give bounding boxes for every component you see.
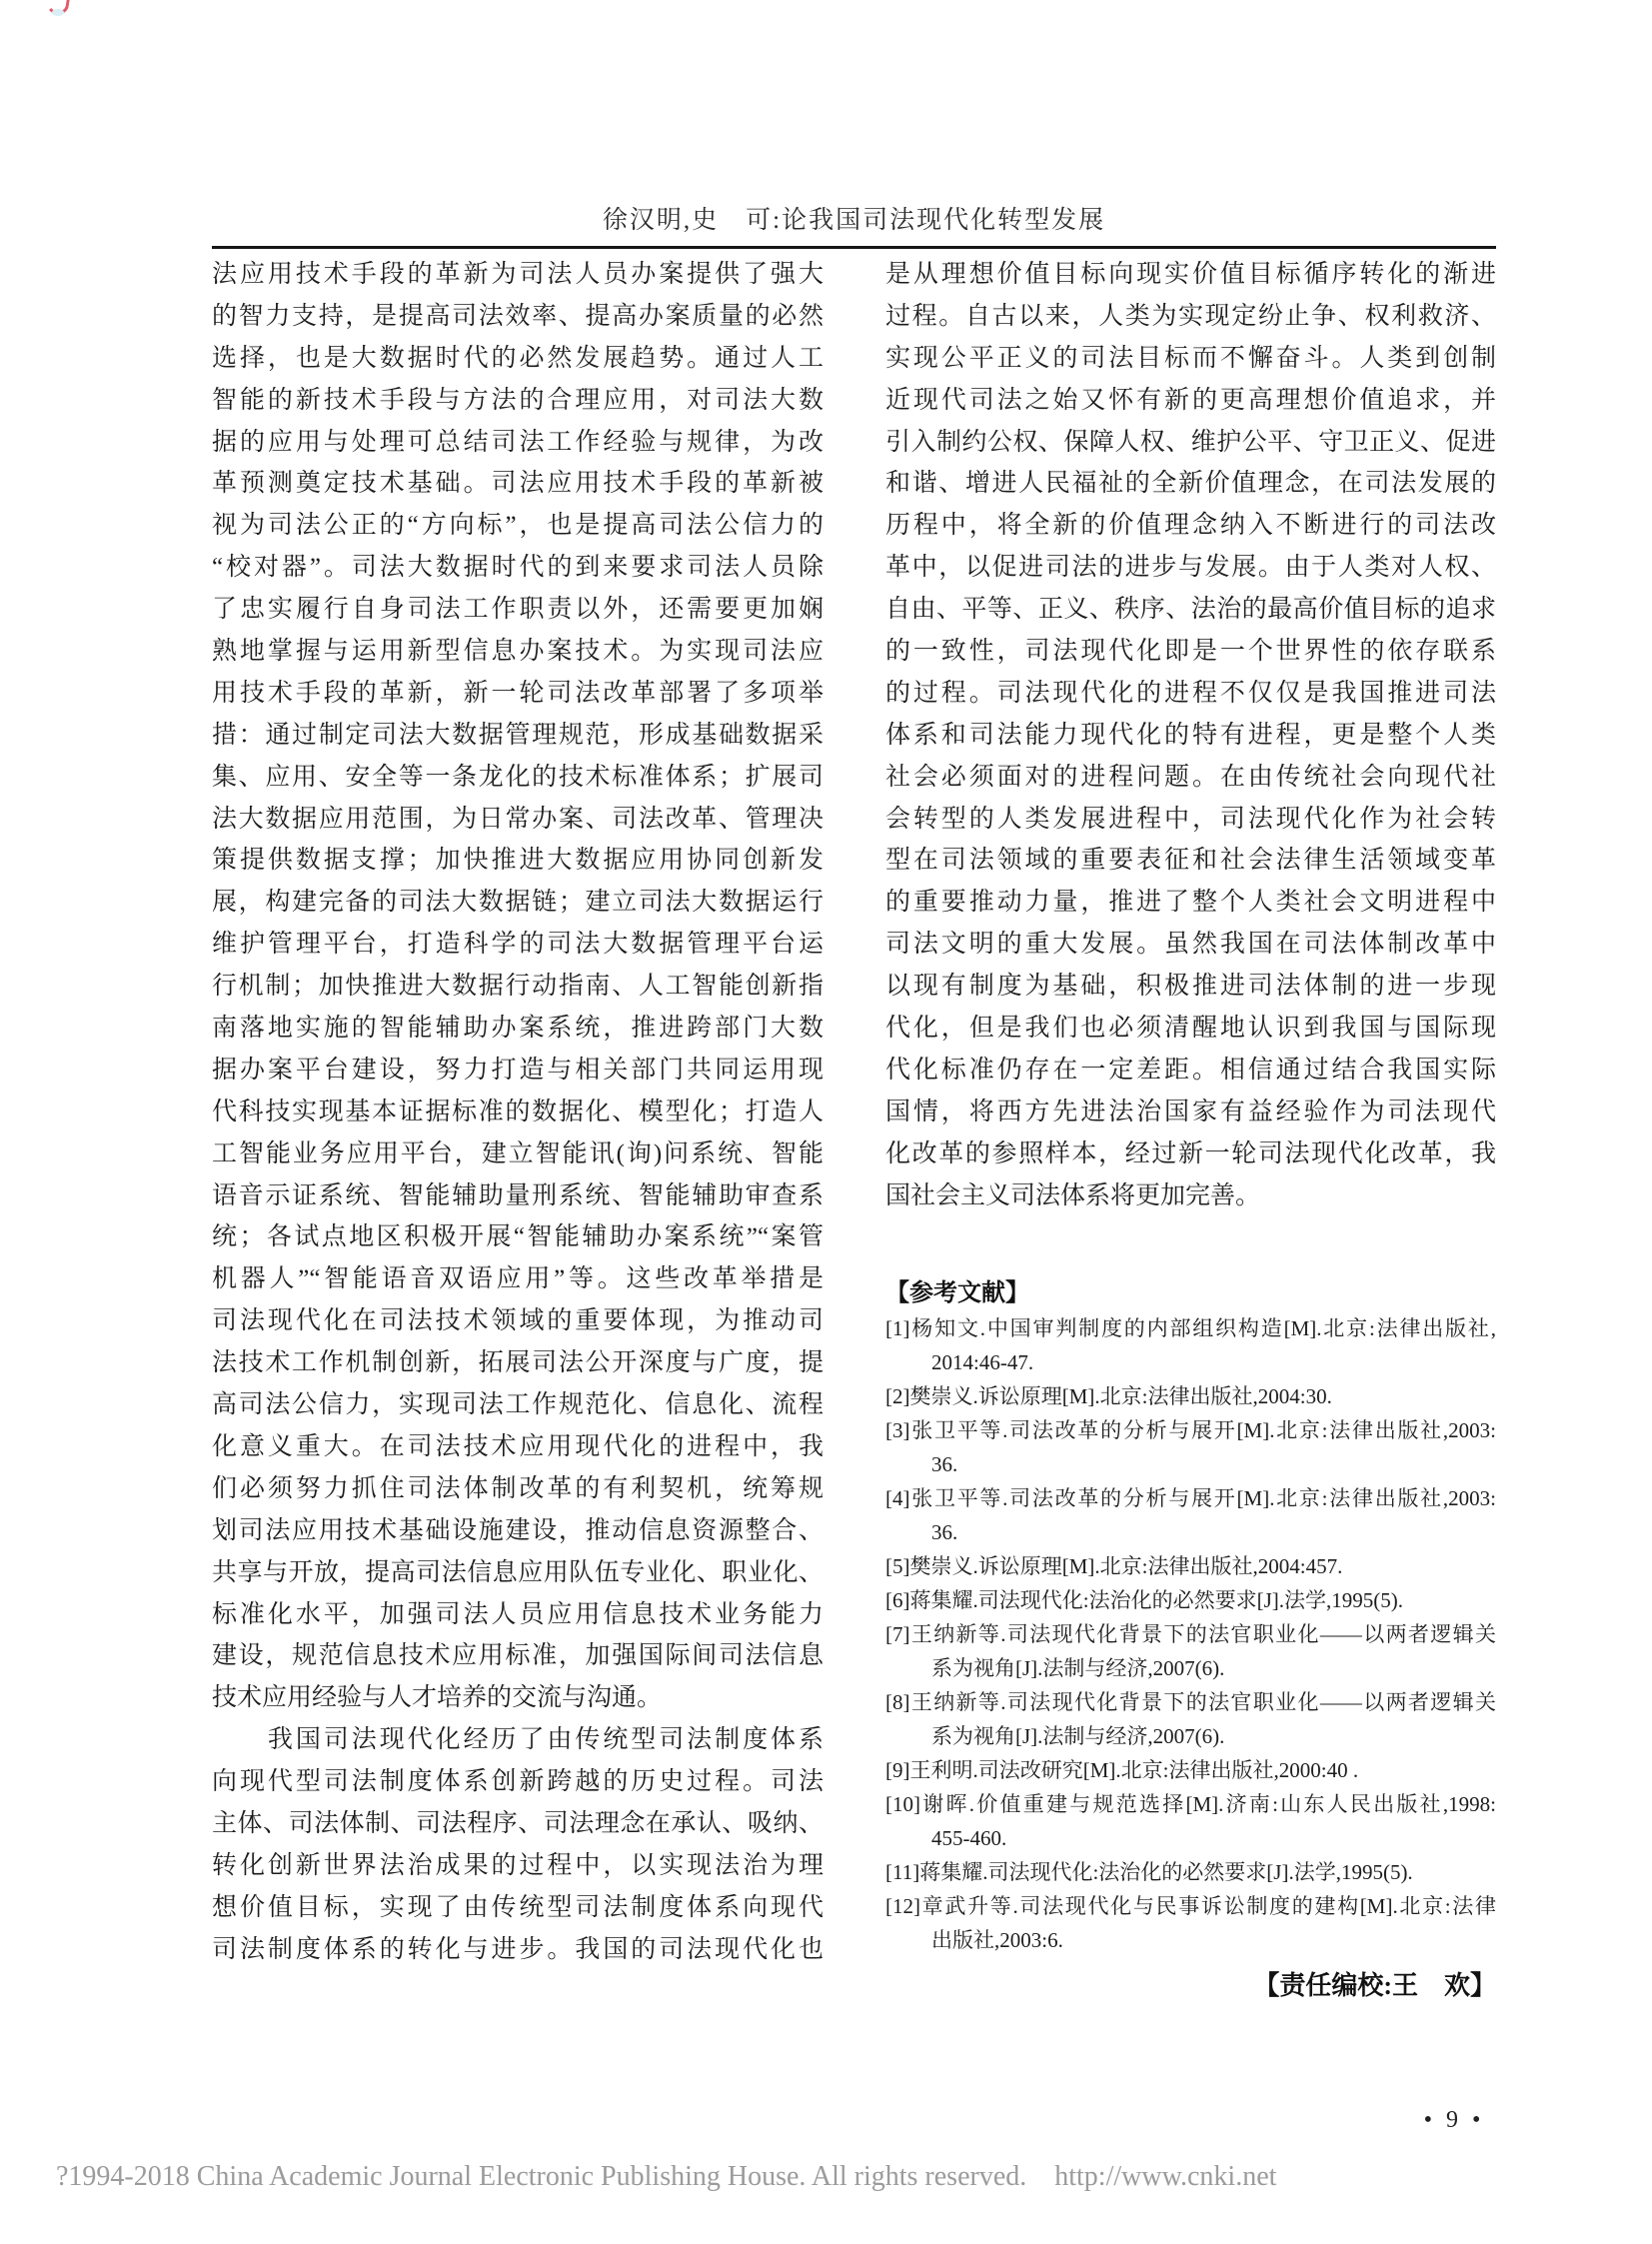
body-text-line: 会转型的人类发展进程中，司法现代化作为社会转: [885, 805, 1496, 833]
reference-line: 系为视角[J].法制与经济,2007(6).: [931, 1724, 1225, 1748]
body-text-line: 的过程。司法现代化的进程不仅仅是我国推进司法: [885, 679, 1496, 707]
reference-line: [12]章武升等.司法现代化与民事诉讼制度的建构[M].北京:法律: [885, 1894, 1496, 1918]
body-text-line: 策提供数据支撑；加快推进大数据应用协同创新发: [212, 847, 824, 875]
body-text-line: 我国司法现代化经历了由传统型司法制度体系: [212, 1726, 824, 1754]
body-text-line: 司法制度体系的转化与进步。我国的司法现代化也: [212, 1935, 824, 1963]
body-text-line: 转化创新世界法治成果的过程中，以实现法治为理: [212, 1851, 824, 1879]
body-text-line: 是从理想价值目标向现实价值目标循序转化的渐进: [885, 261, 1496, 288]
right-text-column: [885, 254, 1496, 1216]
body-text-line: 选择，也是大数据时代的必然发展趋势。通过人工: [212, 344, 824, 372]
body-text-line: 共享与开放，提高司法信息应用队伍专业化、职业化、: [212, 1558, 824, 1586]
body-text-line: 技术应用经验与人才培养的交流与沟通。: [212, 1684, 663, 1712]
left-text-column: [212, 254, 824, 1971]
references-list: [885, 1311, 1496, 1957]
body-text-line: 化改革的参照样本，经过新一轮司法现代化改革，我: [885, 1139, 1496, 1167]
body-text-line: 划司法应用技术基础设施建设，推动信息资源整合、: [212, 1516, 824, 1544]
reference-line: [10]谢晖.价值重建与规范选择[M].济南:山东人民出版社,1998:: [885, 1792, 1496, 1816]
body-text-line: 代科技实现基本证据标准的数据化、模型化；打造人: [212, 1098, 824, 1125]
header-rule: [212, 246, 1496, 249]
body-text-line: 司法现代化在司法技术领域的重要体现，为推动司: [212, 1307, 824, 1335]
body-text-line: 和谐、增进人民福祉的全新价值理念，在司法发展的: [885, 470, 1496, 498]
reference-line: 2014:46-47.: [931, 1350, 1034, 1374]
copyright-footer: ?1994-2018 China Academic Journal Electronic Publishing House. All rights reserved. http://www.cnki.net: [56, 2161, 1277, 2192]
body-text-line: 法应用技术手段的革新为司法人员办案提供了强大: [212, 261, 824, 288]
body-text-line: 行机制；加快推进大数据行动指南、人工智能创新指: [212, 973, 824, 1001]
body-text-line: 司法文明的重大发展。虽然我国在司法体制改革中: [885, 931, 1496, 959]
page-number: • 9 •: [1423, 2107, 1485, 2133]
body-text-line: 革中，以促进司法的进步与发展。由于人类对人权、: [885, 554, 1496, 582]
body-text-line: 展，构建完备的司法大数据链；建立司法大数据运行: [212, 889, 824, 917]
body-text-line: 自由、平等、正义、秩序、法治的最高价值目标的追求: [885, 596, 1496, 624]
references-heading: 【参考文献】: [885, 1280, 1029, 1306]
reference-line: 系为视角[J].法制与经济,2007(6).: [931, 1656, 1225, 1680]
body-text-line: 据的应用与处理可总结司法工作经验与规律，为改: [212, 428, 824, 456]
body-text-line: 向现代型司法制度体系创新跨越的历史过程。司法: [212, 1768, 824, 1796]
body-text-line: 国情，将西方先进法治国家有益经验作为司法现代: [885, 1098, 1496, 1125]
reference-line: 出版社,2003:6.: [931, 1928, 1063, 1952]
reference-line: 455-460.: [931, 1826, 1007, 1850]
references-section: [885, 1275, 1496, 1957]
body-text-line: 的重要推动力量，推进了整个人类社会文明进程中: [885, 889, 1496, 917]
body-text-line: “校对器”。司法大数据时代的到来要求司法人员除: [212, 554, 824, 582]
body-text-line: 统；各试点地区积极开展“智能辅助办案系统”“案管: [212, 1223, 824, 1251]
body-text-line: 的智力支持，是提高司法效率、提高办案质量的必然: [212, 302, 824, 330]
body-text-line: 视为司法公正的“方向标”，也是提高司法公信力的: [212, 512, 824, 540]
reference-line: [11]蒋集耀.司法现代化:法治化的必然要求[J].法学,1995(5).: [885, 1860, 1413, 1884]
body-text-line: 社会必须面对的进程问题。在由传统社会向现代社: [885, 763, 1496, 791]
reference-line: [6]蒋集耀.司法现代化:法治化的必然要求[J].法学,1995(5).: [885, 1588, 1403, 1612]
reference-line: 36.: [931, 1452, 958, 1476]
body-text-line: 法大数据应用范围，为日常办案、司法改革、管理决: [212, 805, 824, 833]
body-text-line: 建设，规范信息技术应用标准，加强国际间司法信息: [212, 1642, 824, 1670]
body-text-line: 实现公平正义的司法目标而不懈奋斗。人类到创制: [885, 344, 1496, 372]
body-text-line: 化意义重大。在司法技术应用现代化的进程中，我: [212, 1432, 824, 1460]
body-text-line: 智能的新技术手段与方法的合理应用，对司法大数: [212, 386, 824, 414]
reference-line: [1]杨知文.中国审判制度的内部组织构造[M].北京:法律出版社,: [885, 1316, 1496, 1340]
body-text-line: 工智能业务应用平台，建立智能讯(询)问系统、智能: [212, 1139, 824, 1167]
body-text-line: 革预测奠定技术基础。司法应用技术手段的革新被: [212, 470, 824, 498]
body-text-line: 国社会主义司法体系将更加完善。: [885, 1181, 1261, 1209]
managing-editor-note: 【责任编校:王 欢】: [1253, 1971, 1496, 2000]
body-text-line: 历程中，将全新的价值理念纳入不断进行的司法改: [885, 512, 1496, 540]
body-text-line: 用技术手段的革新，新一轮司法改革部署了多项举: [212, 679, 824, 707]
body-text-line: 机器人”“智能语音双语应用”等。这些改革举措是: [212, 1265, 824, 1293]
body-text-line: 想价值目标，实现了由传统型司法制度体系向现代: [212, 1893, 824, 1921]
reference-line: [7]王纳新等.司法现代化背景下的法官职业化——以两者逻辑关: [885, 1622, 1496, 1646]
scan-smudge: [52, 9, 64, 16]
body-text-line: 维护管理平台，打造科学的司法大数据管理平台运: [212, 931, 824, 959]
reference-line: [2]樊崇义.诉讼原理[M].北京:法律出版社,2004:30.: [885, 1384, 1332, 1408]
body-text-line: 标准化水平，加强司法人员应用信息技术业务能力: [212, 1600, 824, 1628]
body-text-line: 体系和司法能力现代化的特有进程，更是整个人类: [885, 721, 1496, 749]
reference-line: 36.: [931, 1520, 958, 1544]
body-text-line: 的一致性，司法现代化即是一个世界性的依存联系: [885, 638, 1496, 666]
body-text-line: 过程。自古以来，人类为实现定纷止争、权利救济、: [885, 302, 1496, 330]
body-text-line: 法技术工作机制创新，拓展司法公开深度与广度，提: [212, 1349, 824, 1377]
body-text-line: 南落地实施的智能辅助办案系统，推进跨部门大数: [212, 1015, 824, 1043]
reference-line: [9]王利明.司法改研究[M].北京:法律出版社,2000:40 .: [885, 1758, 1359, 1782]
body-text-line: 高司法公信力，实现司法工作规范化、信息化、流程: [212, 1391, 824, 1419]
reference-line: [8]王纳新等.司法现代化背景下的法官职业化——以两者逻辑关: [885, 1690, 1496, 1714]
reference-line: [3]张卫平等.司法改革的分析与展开[M].北京:法律出版社,2003:: [885, 1418, 1496, 1442]
body-text-line: 近现代司法之始又怀有新的更高理想价值追求，并: [885, 386, 1496, 414]
reference-line: [5]樊崇义.诉讼原理[M].北京:法律出版社,2004:457.: [885, 1554, 1343, 1578]
body-text-line: 代化标准仍存在一定差距。相信通过结合我国实际: [885, 1056, 1496, 1084]
body-text-line: 引入制约公权、保障人权、维护公平、守卫正义、促进: [885, 428, 1496, 456]
body-text-line: 熟地掌握与运用新型信息办案技术。为实现司法应: [212, 638, 824, 666]
body-text-line: 措：通过制定司法大数据管理规范，形成基础数据采: [212, 721, 824, 749]
body-text-line: 语音示证系统、智能辅助量刑系统、智能辅助审查系: [212, 1181, 824, 1209]
body-text-line: 代化，但是我们也必须清醒地认识到我国与国际现: [885, 1015, 1496, 1043]
body-text-line: 型在司法领域的重要表征和社会法律生活领域变革: [885, 847, 1496, 875]
body-text-line: 们必须努力抓住司法体制改革的有利契机，统筹规: [212, 1474, 824, 1502]
running-header-title: 徐汉明,史 可:论我国司法现代化转型发展: [602, 207, 1106, 234]
reference-line: [4]张卫平等.司法改革的分析与展开[M].北京:法律出版社,2003:: [885, 1486, 1496, 1510]
body-text-line: 据办案平台建设，努力打造与相关部门共同运用现: [212, 1056, 824, 1084]
body-text-line: 了忠实履行自身司法工作职责以外，还需要更加娴: [212, 596, 824, 624]
body-text-line: 主体、司法体制、司法程序、司法理念在承认、吸纳、: [212, 1809, 824, 1837]
body-text-line: 集、应用、安全等一条龙化的技术标准体系；扩展司: [212, 763, 824, 791]
body-text-line: 以现有制度为基础，积极推进司法体制的进一步现: [885, 973, 1496, 1001]
